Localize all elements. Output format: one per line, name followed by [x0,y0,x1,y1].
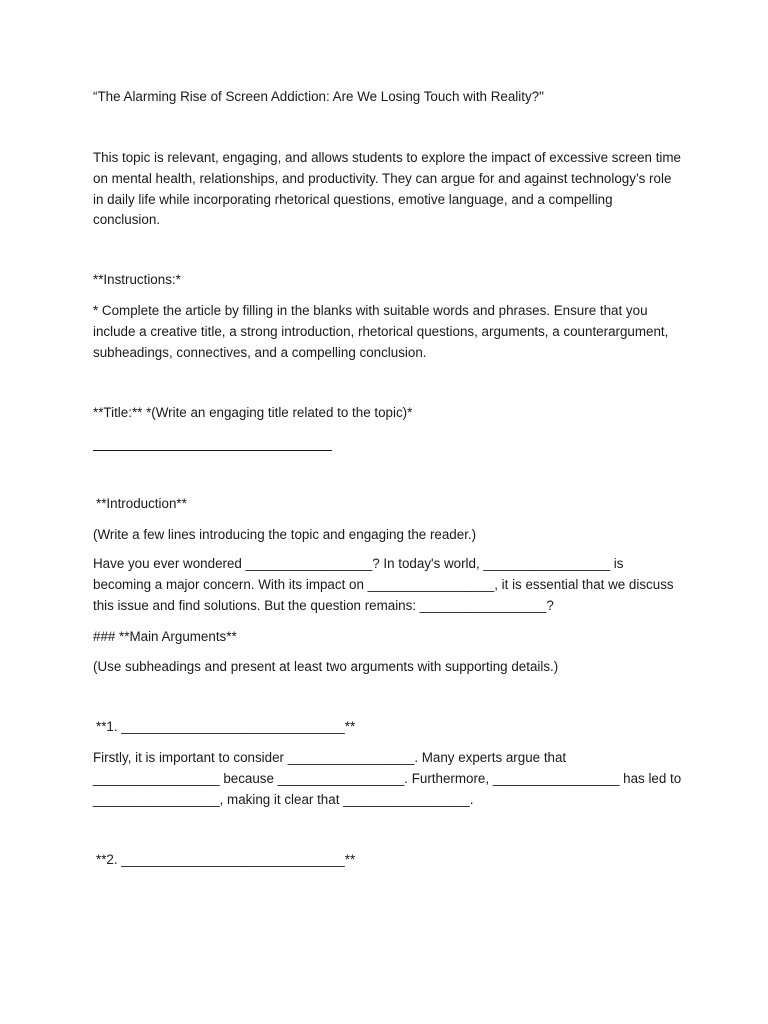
argument-2-heading: **2. ______________________________** [96,852,356,867]
introduction-text: Have you ever wondered _________________? In today's world, _________________ is becoming a major concern. With its impact on _________________, it is essential that we discuss this issue and find solutions. But the question remains: _________________? [93,556,678,613]
title-prompt: **Title:** *(Write an engaging title related to the topic)* [93,405,413,420]
topic-heading: “The Alarming Rise of Screen Addiction: Are We Losing Touch with Reality?" [93,89,544,104]
topic-description: This topic is relevant, engaging, and allows students to explore the impact of excessive screen time on mental health, relationships, and productivity. They can argue for and against technology’s role in daily life while incorporating rhetorical questions, emotive language, and a compelling conclusion. [93,150,685,228]
argument-1-text: Firstly, it is important to consider _________________. Many experts argue that _________________ because _________________. Furthermore, _________________ has led to _________________, making it clear that _________________. [93,750,685,807]
introduction-heading: **Introduction** [96,496,187,511]
main-arguments-heading: ### **Main Arguments** [93,629,237,644]
introduction-hint: (Write a few lines introducing the topic and engaging the reader.) [93,527,477,542]
instructions-label: **Instructions:* [93,272,181,287]
argument-1-heading: **1. ______________________________** [96,719,356,734]
main-arguments-hint: (Use subheadings and present at least two arguments with supporting details.) [93,659,559,674]
instructions-text: * Complete the article by filling in the blanks with suitable words and phrases. Ensure that you include a creative title, a strong introduction, rhetorical questions, arguments, a counterargument, subheadings, connectives, and a compelling conclusion. [93,303,673,360]
title-blank-line [93,450,332,451]
